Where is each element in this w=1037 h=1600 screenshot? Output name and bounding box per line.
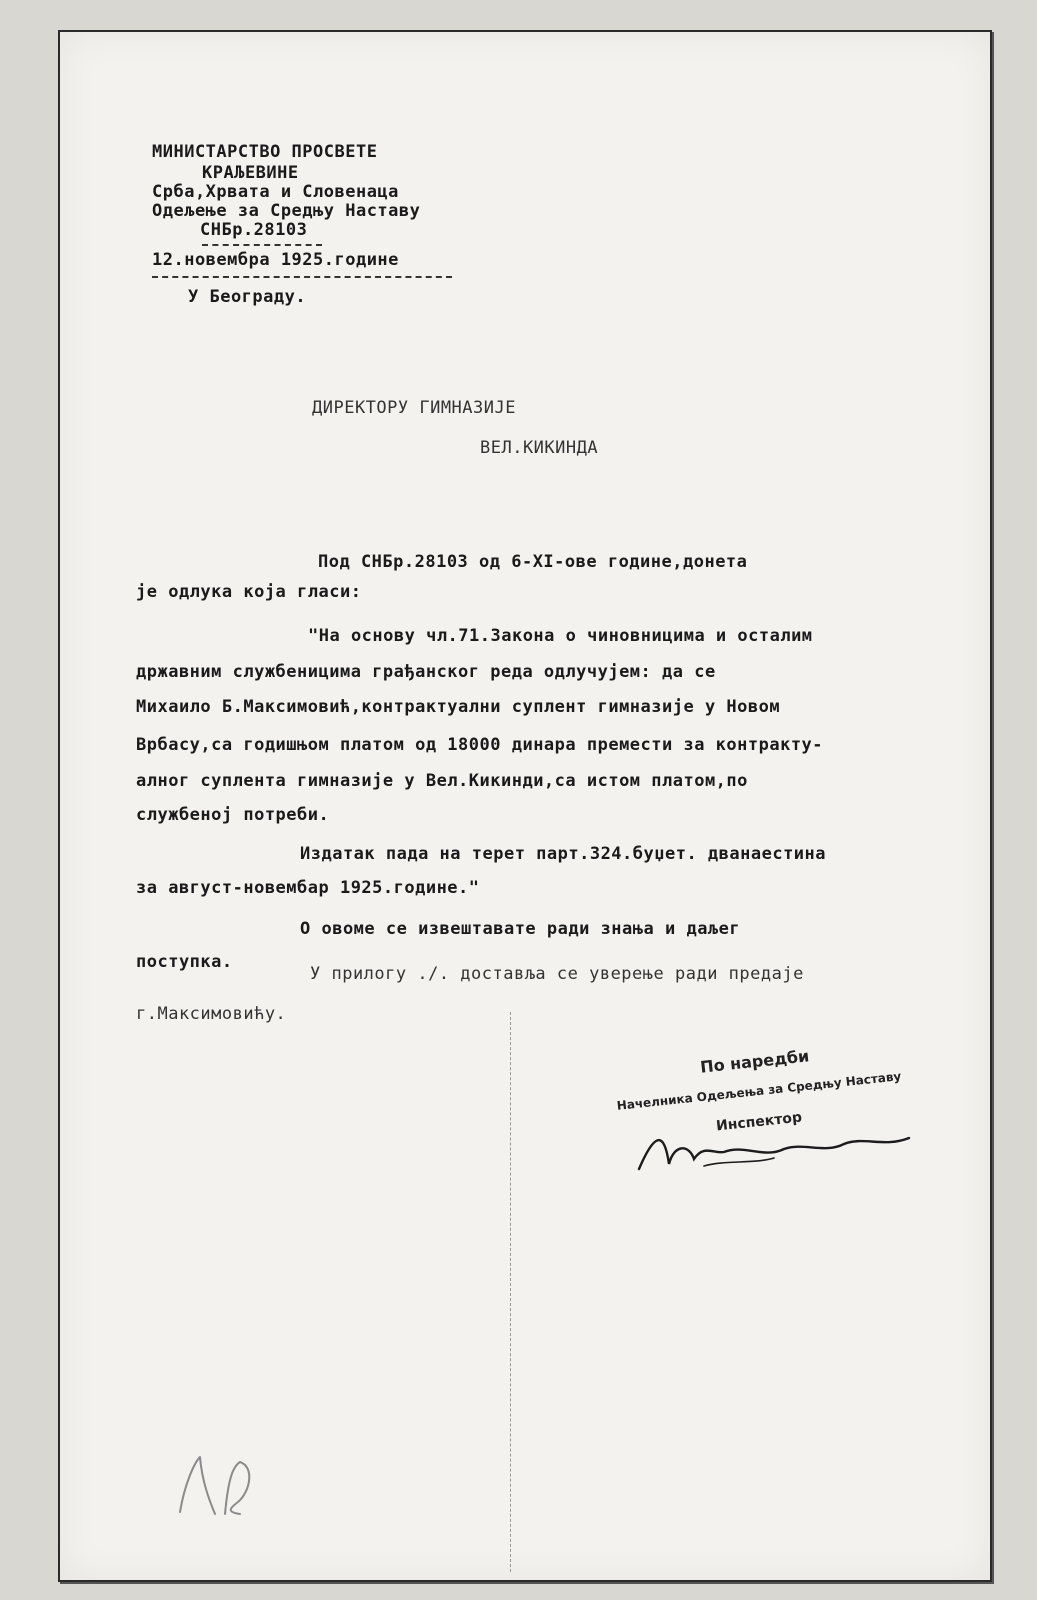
kingdom-name: Срба,Хрвата и Словенаца bbox=[152, 182, 399, 202]
addressee-title: ДИРЕКТОРУ ГИМНАЗИЈЕ bbox=[312, 398, 516, 418]
body-line: г.Максимовићу. bbox=[136, 1004, 287, 1024]
document-date: 12.новембра 1925.године bbox=[152, 250, 399, 270]
body-line: алног суплента гимназије у Вел.Кикинди,са истом платом,по bbox=[136, 771, 748, 791]
date-divider bbox=[152, 276, 452, 278]
body-line: Под СНБр.28103 од 6-XI-ове године,донета bbox=[318, 552, 748, 572]
body-line: за август-новембар 1925.године." bbox=[136, 878, 480, 898]
body-line: је одлука која гласи: bbox=[136, 582, 362, 602]
ministry-name: МИНИСТАРСТВО ПРОСВЕТЕ bbox=[152, 142, 378, 162]
body-line: поступка. bbox=[136, 952, 233, 972]
document-city: У Београду. bbox=[188, 287, 307, 307]
stamp-inspector-line: Инспектор bbox=[715, 1109, 803, 1135]
kingdom-label: КРАЉЕВИНЕ bbox=[202, 163, 299, 183]
body-line: У прилогу ./. доставља се уверење ради предаје bbox=[310, 964, 804, 984]
handwritten-signature bbox=[634, 1114, 934, 1184]
stamp-order-line: По наредби bbox=[699, 1046, 811, 1077]
addressee-place: ВЕЛ.КИКИНДА bbox=[480, 438, 599, 458]
body-line: О овоме се извештавате ради знања и даљег bbox=[300, 919, 741, 939]
body-line: "На основу чл.71.Закона о чиновницима и осталим bbox=[308, 626, 813, 646]
body-line: Врбасу,са годишњом платом од 18000 динара премести за контракту- bbox=[136, 735, 824, 755]
stamp-department-line: Начелника Одељења за Средњу Наставу bbox=[616, 1069, 902, 1113]
body-line: службеној потреби. bbox=[136, 805, 330, 825]
body-line: државним службеницима грађанског реда одлучујем: да се bbox=[136, 662, 716, 682]
pencil-archive-mark bbox=[170, 1442, 280, 1532]
department-name: Одељење за Средњу Наставу bbox=[152, 201, 421, 221]
body-line: Михаило Б.Максимовић,контрактуални суплент гимназије у Новом bbox=[136, 697, 781, 717]
body-line: Издатак пада на терет парт.324.буџет. дванаестина bbox=[300, 844, 827, 864]
header-divider bbox=[202, 244, 322, 246]
reference-number: СНБр.28103 bbox=[200, 220, 308, 240]
document-page bbox=[58, 30, 992, 1582]
